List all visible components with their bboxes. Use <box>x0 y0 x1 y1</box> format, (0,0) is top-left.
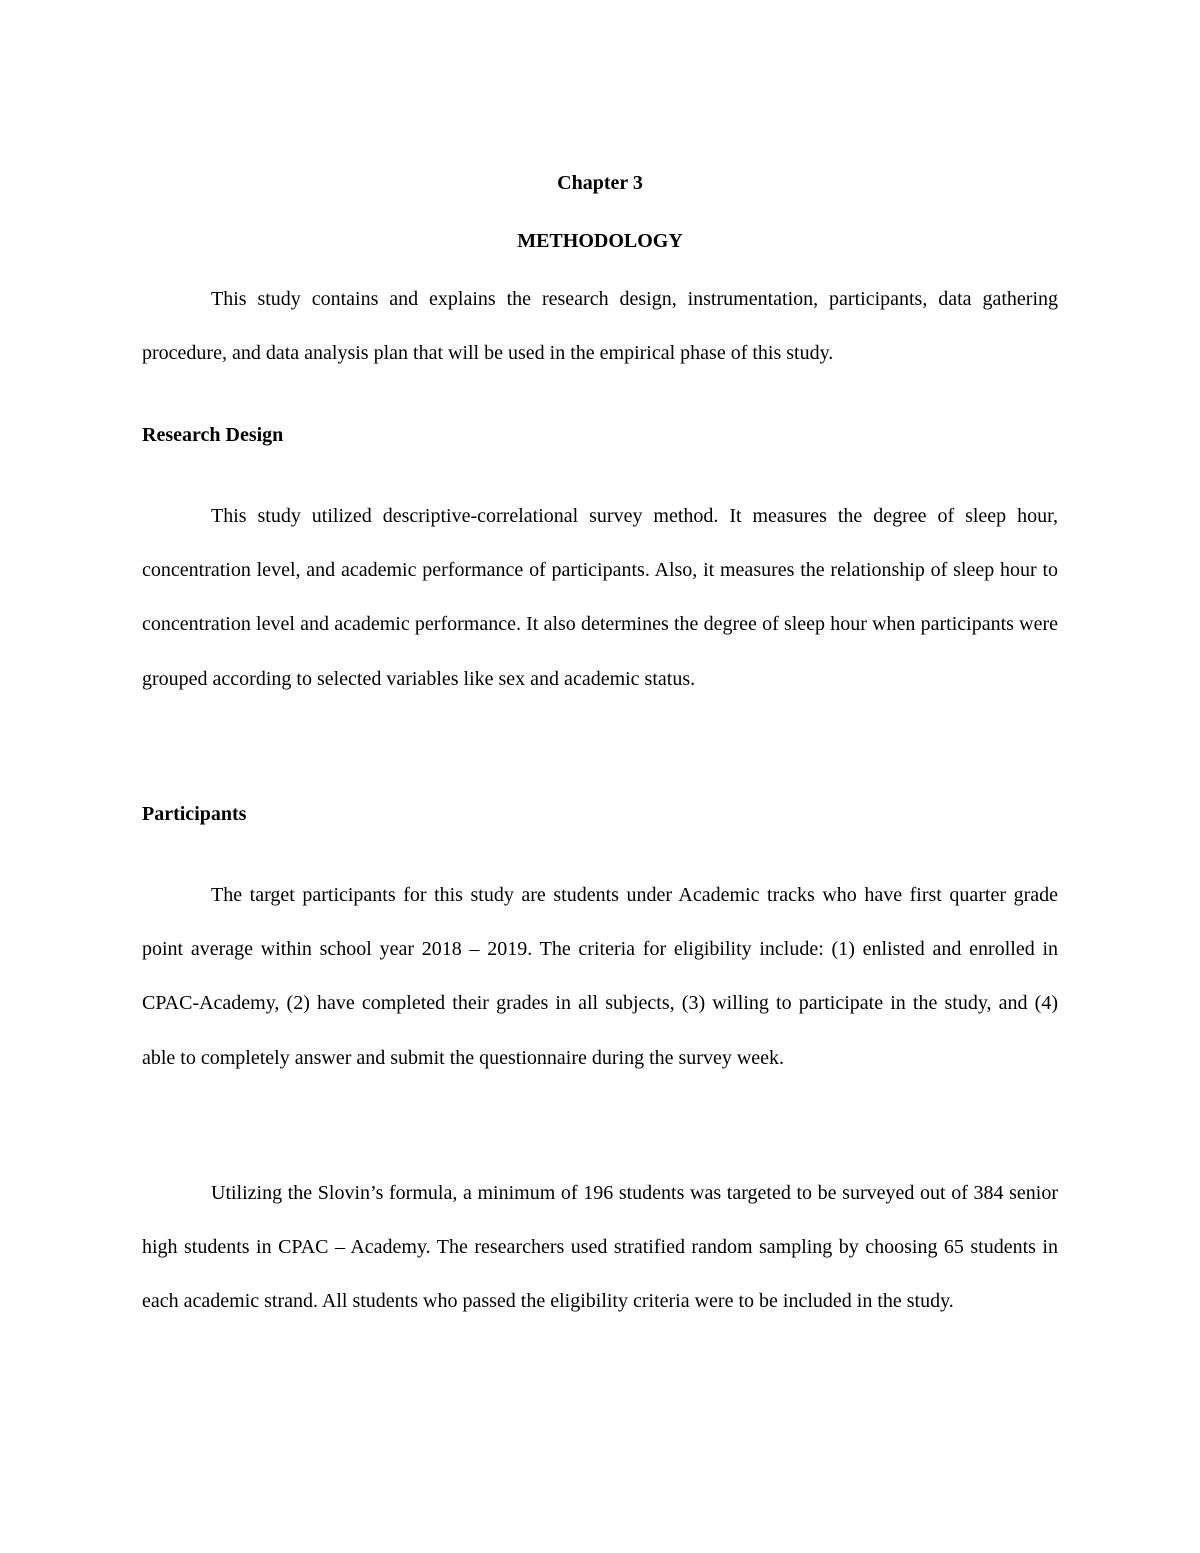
participants-paragraph-2: Utilizing the Slovin’s formula, a minimum of 196 students was targeted to be surveyed out of 384 senior high students in CPAC – Academy. The researchers used stratified random sampling by choosing 65 students in each academic strand. All students who passed the eligibility criteria were to be included in the study. <box>142 1182 1058 1313</box>
research-design-heading: Research Design <box>142 424 284 446</box>
chapter-number: Chapter 3 <box>557 172 643 194</box>
research-design-paragraph: This study utilized descriptive-correlational survey method. It measures the degree of sleep hour, concentration level, and academic performance of participants. Also, it measures the relationship of sleep hour to concentration level and academic performance. It also determines the degree of sleep hour when participants were grouped according to selected variables like sex and academic status. <box>142 505 1058 690</box>
intro-paragraph: This study contains and explains the research design, instrumentation, participants, data gathering procedure, and data analysis plan that will be used in the empirical phase of this study. <box>142 288 1058 365</box>
chapter-title: METHODOLOGY <box>517 230 683 252</box>
participants-heading: Participants <box>142 803 247 825</box>
participants-paragraph-1: The target participants for this study are students under Academic tracks who have first quarter grade point average within school year 2018 – 2019. The criteria for eligibility include: (1) enlisted and enrolled in CPAC-Academy, (2) have completed their grades in all subjects, (3) willing to participate in the study, and (4) able to completely answer and submit the questionnaire during the survey week. <box>142 884 1058 1069</box>
